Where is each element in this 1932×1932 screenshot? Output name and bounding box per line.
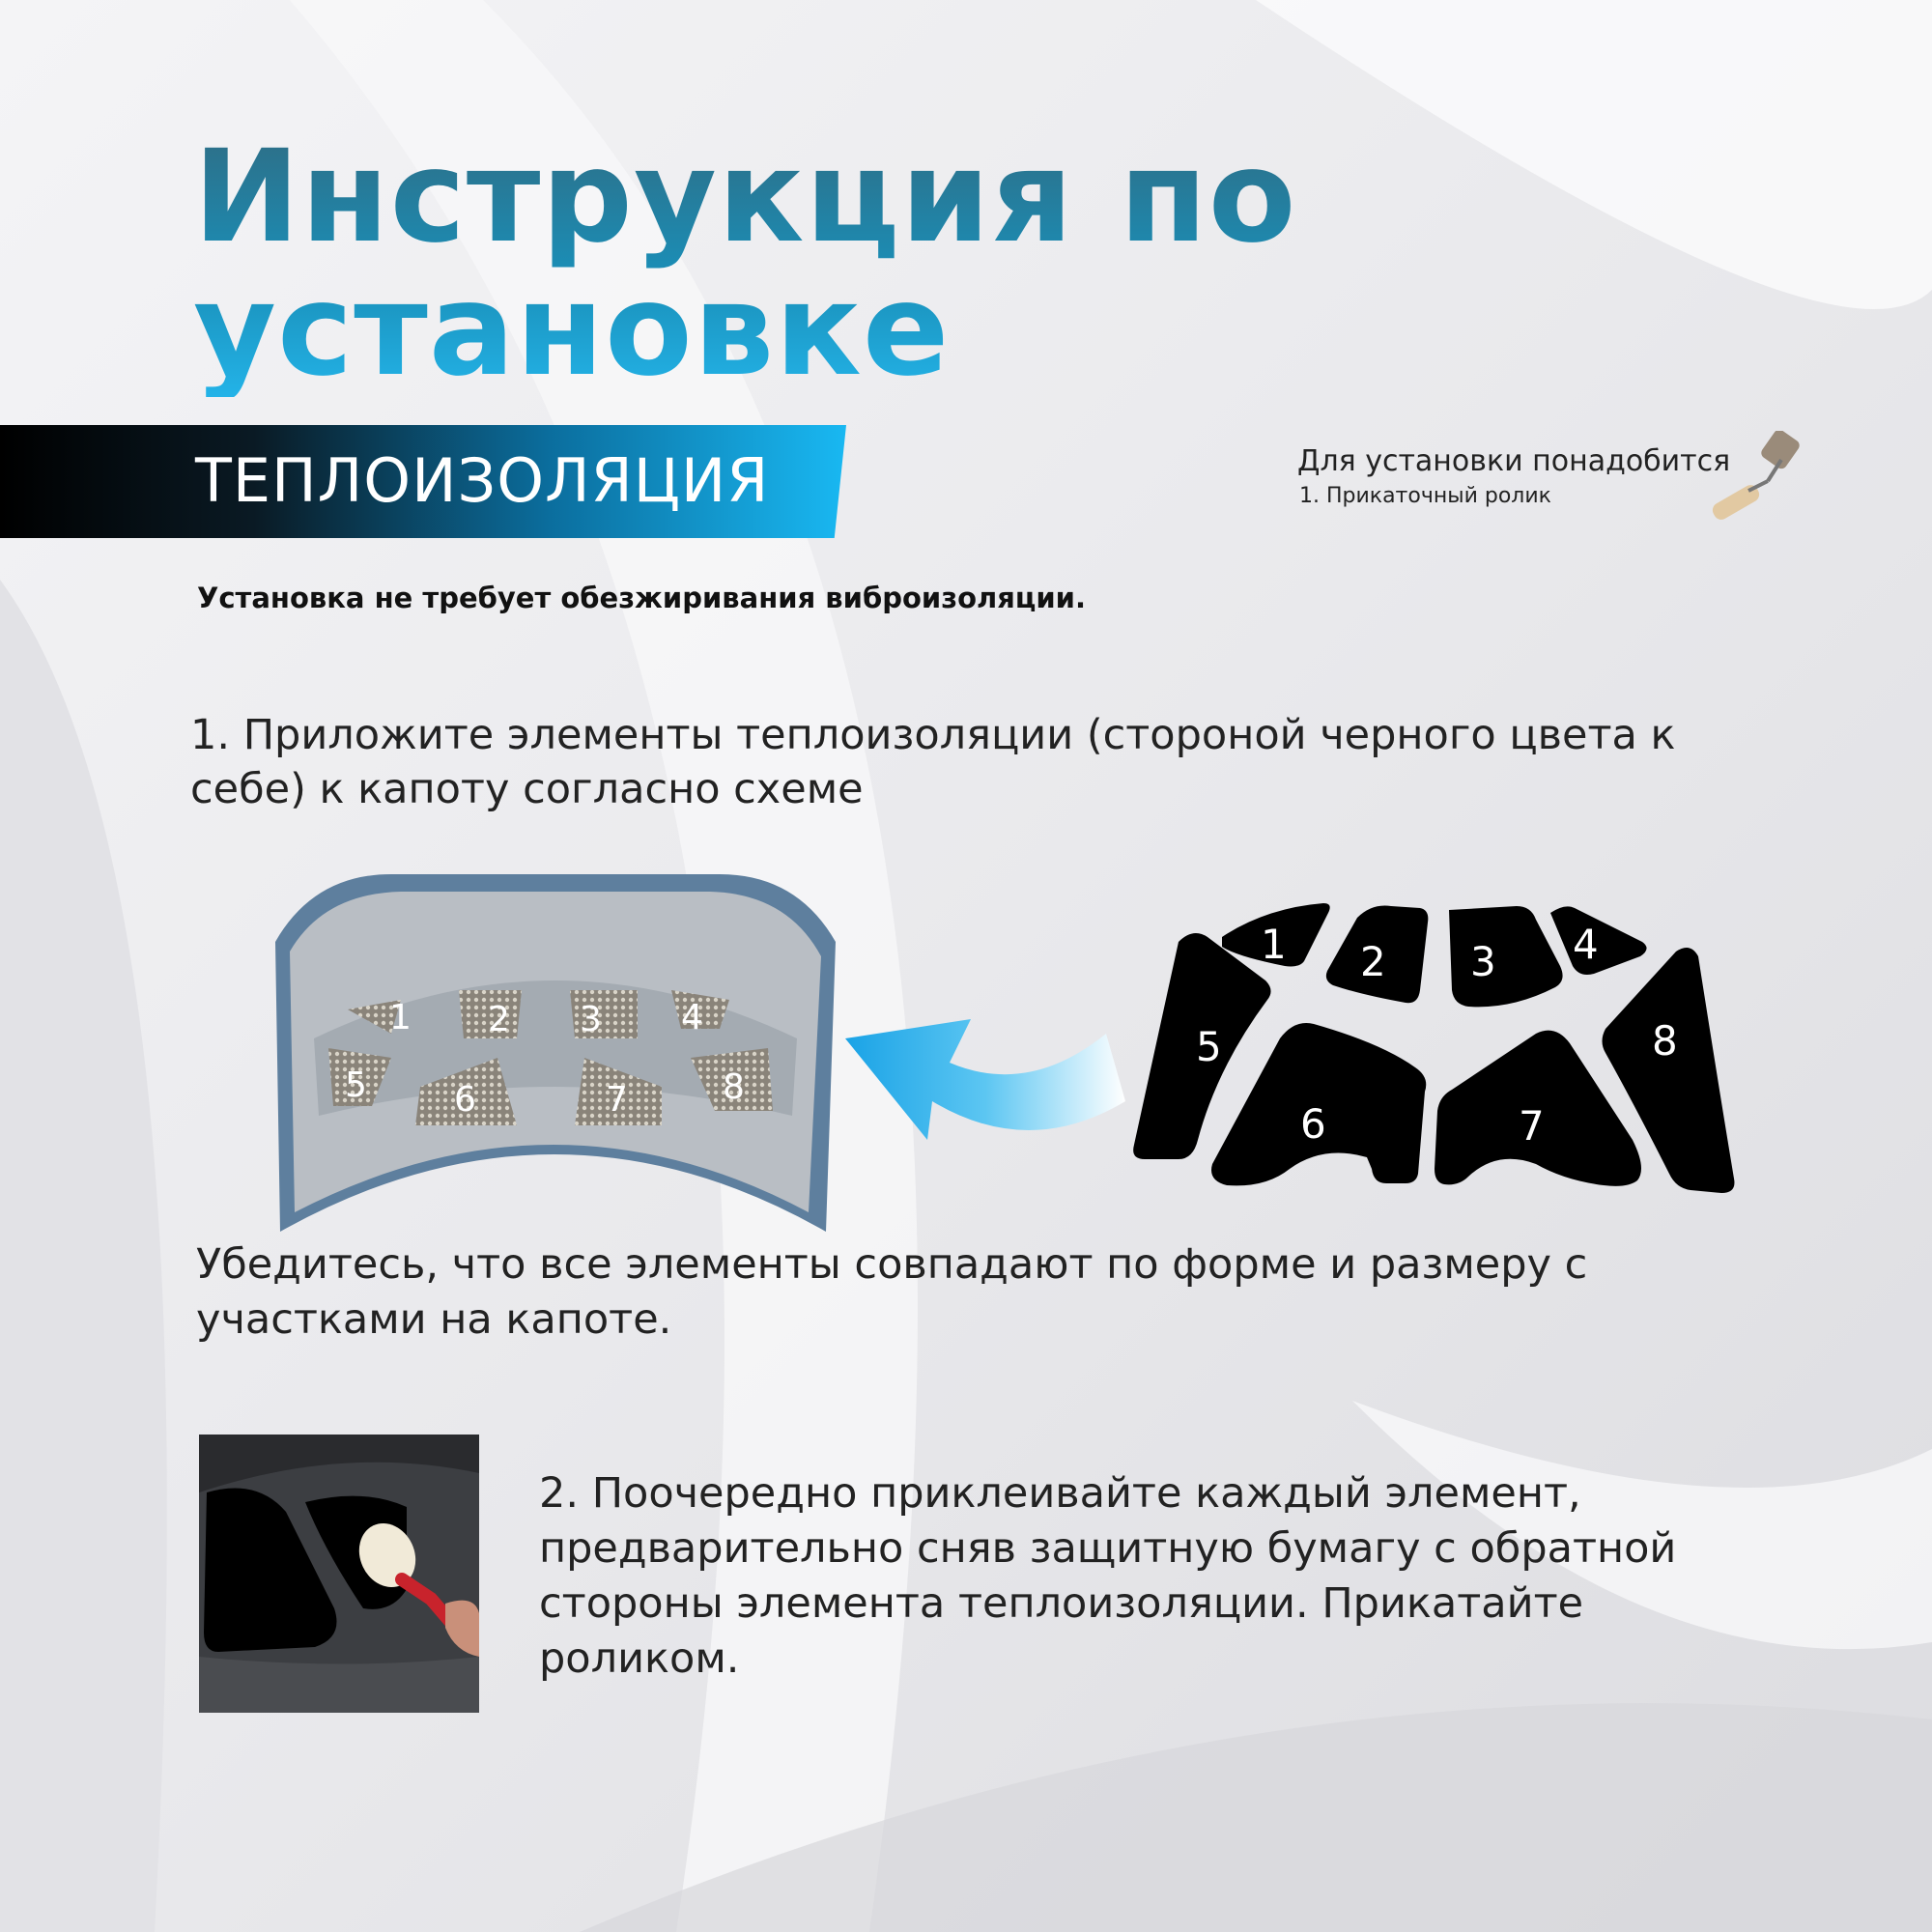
hood-label-1: 1 [389,998,412,1037]
piece-label-1: 1 [1261,921,1287,968]
step-2-text: 2. Поочередно приклеивайте каждый элемент, предварительно сняв защитную бумагу с обратной стороны элемента теплоизоляции. Прикатайте роликом. [539,1469,1677,1683]
hood-illustration [256,865,850,1246]
roller-application-photo [199,1435,479,1713]
insulation-pieces-diagram [1130,898,1739,1208]
check-text: Убедитесь, что все элементы совпадают по форме и размеру с участками на капоте. [196,1240,1588,1344]
step-1-text: 1. Приложите элементы теплоизоляции (стороной черного цвета к себе) к капоту согласно схеме [190,711,1676,813]
degrease-note: Установка не требует обезжиривания виброизоляции. [197,582,1086,614]
hood-label-8: 8 [723,1067,745,1107]
hood-label-7: 7 [606,1080,628,1120]
piece-label-3: 3 [1470,938,1496,985]
title-line-1: Инструкция по [193,123,1297,271]
tools-item-roller: 1. Прикаточный ролик [1299,484,1551,508]
hood-label-3: 3 [580,1000,602,1039]
piece-label-4: 4 [1573,921,1599,968]
hood-label-6: 6 [454,1080,476,1120]
piece-label-2: 2 [1360,938,1386,985]
hood-label-4: 4 [681,998,703,1037]
tools-heading: Для установки понадобится [1297,444,1731,478]
piece-label-8: 8 [1652,1017,1678,1065]
roller-icon [1710,431,1816,527]
page-title [193,123,1352,405]
hood-label-5: 5 [345,1065,367,1105]
piece-label-5: 5 [1196,1023,1222,1070]
curved-arrow-icon [836,995,1140,1150]
piece-label-7: 7 [1519,1102,1545,1150]
hood-label-2: 2 [488,1000,510,1039]
piece-label-6: 6 [1300,1100,1326,1148]
section-banner-label: ТЕПЛОИЗОЛЯЦИЯ [195,445,770,516]
title-line-2: установке [193,256,951,405]
